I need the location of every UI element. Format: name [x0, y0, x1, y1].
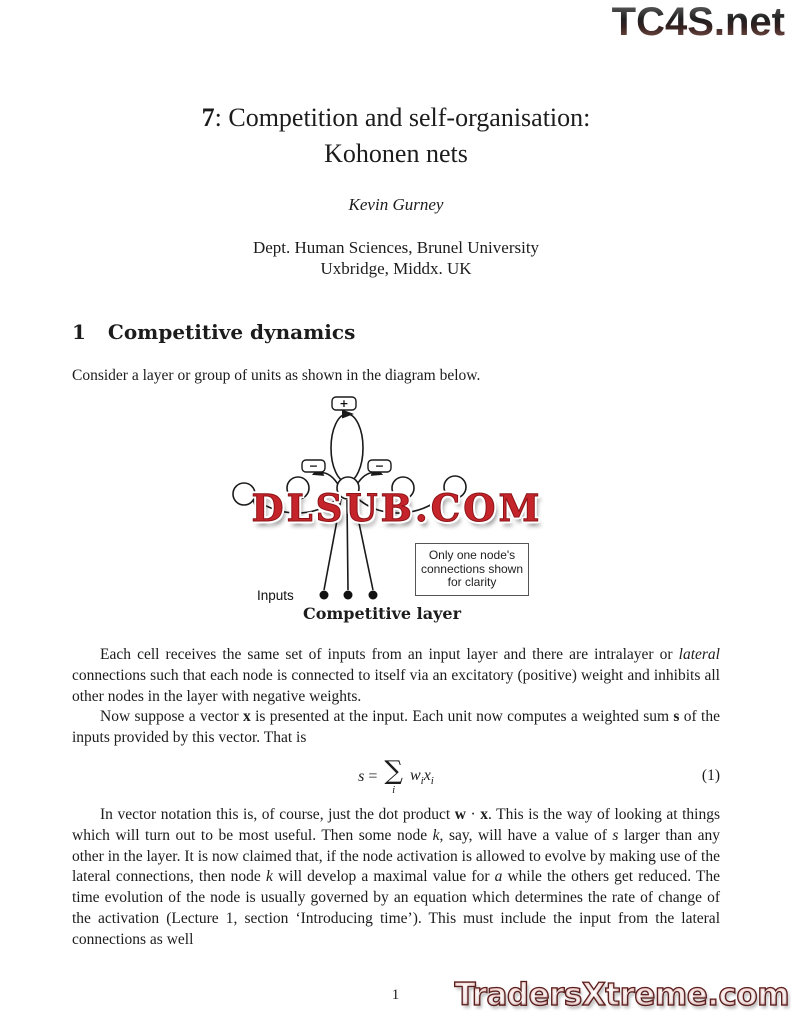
- equation-1: [72, 752, 720, 802]
- lateral-connection-left: [314, 473, 339, 487]
- note-line-2: connections shown: [420, 561, 524, 576]
- summation-symbol: [384, 758, 403, 796]
- sigma-glyph: ∑: [384, 756, 403, 786]
- affiliation: [72, 237, 720, 279]
- affiliation-line-1: Dept. Human Sciences, Brunel University: [252, 238, 540, 257]
- plus-sign-label: +: [339, 397, 349, 410]
- input-dot: [344, 591, 353, 600]
- equation-number: (1): [701, 767, 720, 784]
- input-dot: [320, 591, 329, 600]
- paragraph-3: In vector notation this is, of course, just the dot product w · x. This is the way of looking at things which will turn out to be most useful. Then some node k, say, will have a value of s larger than any other in the layer. It is now claimed that, if the node activation is allowed to evolve by making use of the lateral connections, then node k will develop a maximal value for a while the others get reduced. The time evolution of the node is usually governed by an equation which determines the rate of change of the activation (Lecture 1, section ‘Introducing time’). This must include the input from the lateral connections as well: [72, 806, 721, 948]
- paragraph-intro: Consider a layer or group of units as shown in the diagram below.: [72, 367, 481, 384]
- title-line-1: 7: Competition and self-organisation:: [201, 103, 591, 132]
- diagram-watermark-overlay: DLSUB.COM: [251, 486, 543, 530]
- inputs-label: Inputs: [257, 588, 294, 603]
- section-title: Competitive dynamics: [107, 320, 356, 344]
- sigma-subscript: i: [392, 784, 396, 796]
- section-number: 1: [72, 320, 86, 344]
- diagram-caption: Competitive layer: [302, 604, 462, 623]
- equation-lhs: s =: [358, 768, 378, 785]
- equation-expression: [358, 758, 434, 796]
- equation-rhs: $w_ix_i$: [409, 766, 434, 788]
- page-number: 1: [391, 987, 400, 1003]
- minus-sign-label-left: −: [308, 459, 319, 473]
- section-heading: [72, 320, 355, 344]
- lateral-connection-right: [356, 473, 381, 487]
- self-loop-arrowhead: [342, 410, 354, 419]
- document-title: [72, 100, 720, 172]
- footer-watermark-logo: TradersXtreme.com: [454, 977, 789, 1013]
- note-box: [415, 543, 529, 596]
- input-dot: [369, 591, 378, 600]
- minus-sign-label-right: −: [374, 459, 385, 473]
- paragraph-1: Each cell receives the same set of inputs from an input layer and there are intralayer or lateral connections such that each node is connected to itself via an excitatory (positive) weight and inhibits all other nodes in the layer with negative weights.: [72, 646, 720, 705]
- note-line-1: Only one node's: [428, 548, 516, 562]
- competitive-layer-diagram: [220, 393, 570, 633]
- paragraph-2: Now suppose a vector x is presented at the input. Each unit now computes a weighted sum s of the inputs provided by this vector. That is: [72, 708, 720, 746]
- author-name: Kevin Gurney: [348, 195, 444, 214]
- header-watermark-logo: TC4S.net: [611, 0, 785, 44]
- affiliation-line-2: Uxbridge, Middx. UK: [320, 259, 472, 278]
- title-line-2: Kohonen nets: [324, 139, 468, 168]
- note-line-3: for clarity: [447, 575, 497, 589]
- self-excitation-loop: [331, 414, 363, 482]
